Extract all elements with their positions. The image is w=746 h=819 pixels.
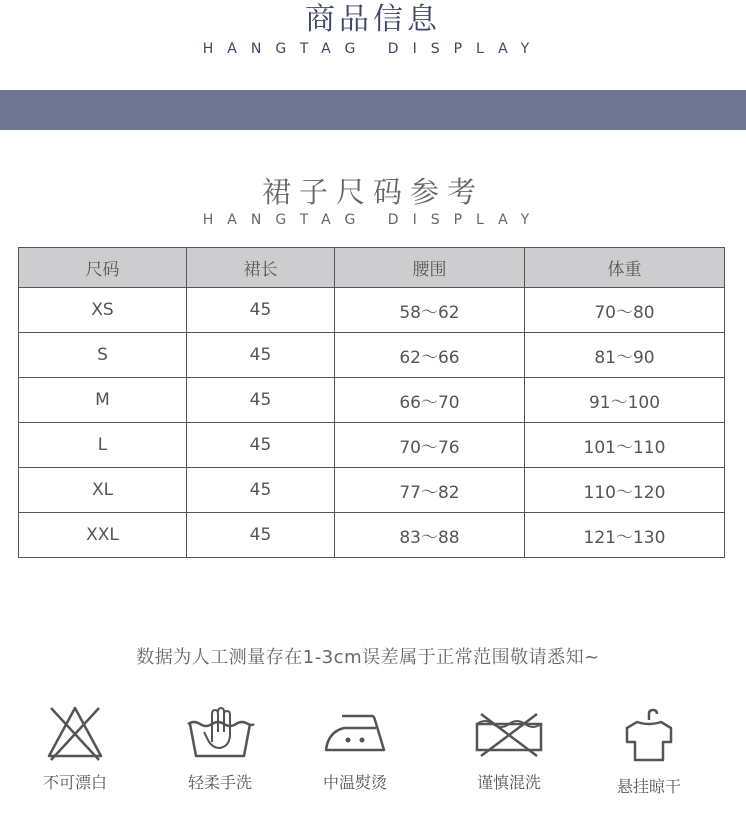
cell-size: M	[19, 378, 187, 423]
header-size: 尺码	[19, 248, 187, 288]
header-band	[0, 90, 746, 130]
care-label: 悬挂晾干	[616, 777, 681, 796]
cell-size: L	[19, 423, 187, 468]
cell-waist: 58～62	[335, 288, 525, 333]
table-row	[19, 378, 725, 423]
cell-waist: 66～70	[335, 378, 525, 423]
cell-length: 45	[187, 423, 335, 468]
cell-weight: 101～110	[525, 423, 725, 468]
section-title: 裙子尺码参考	[261, 175, 484, 209]
table-row	[19, 288, 725, 333]
care-label: 轻柔手洗	[187, 773, 252, 792]
care-item-hang-dry	[594, 702, 704, 797]
cell-waist: 70～76	[335, 423, 525, 468]
no-tumble-wash-icon	[471, 702, 547, 762]
cell-waist: 83～88	[335, 513, 525, 558]
header-weight: 体重	[525, 248, 725, 288]
cell-length: 45	[187, 513, 335, 558]
care-item-no-bleach	[20, 702, 130, 793]
cell-size: S	[19, 333, 187, 378]
care-label: 不可漂白	[42, 773, 107, 792]
cell-length: 45	[187, 378, 335, 423]
cell-weight: 70～80	[525, 288, 725, 333]
page-title: 商品信息	[305, 2, 441, 37]
cell-weight: 91～100	[525, 378, 725, 423]
cell-length: 45	[187, 468, 335, 513]
page-subtitle: HANGTAG DISPLAY	[202, 41, 544, 57]
cell-size: XXL	[19, 513, 187, 558]
cell-length: 45	[187, 288, 335, 333]
table-row	[19, 423, 725, 468]
cell-weight: 81～90	[525, 333, 725, 378]
hang-dry-icon	[617, 702, 681, 766]
cell-size: XS	[19, 288, 187, 333]
iron-medium-icon	[320, 702, 390, 762]
care-item-no-tumble-wash	[454, 702, 564, 793]
cell-waist: 62～66	[335, 333, 525, 378]
hand-wash-icon	[184, 702, 256, 762]
table-row	[19, 513, 725, 558]
care-label: 谨慎混洗	[476, 773, 541, 792]
cell-size: XL	[19, 468, 187, 513]
header-waist: 腰围	[335, 248, 525, 288]
measurement-note: 数据为人工测量存在1-3cm误差属于正常范围敬请悉知~	[136, 647, 600, 668]
cell-weight: 121～130	[525, 513, 725, 558]
care-item-iron-medium	[300, 702, 410, 793]
size-table	[18, 247, 725, 558]
section-subtitle: HANGTAG DISPLAY	[202, 212, 544, 228]
care-label: 中温熨烫	[322, 773, 387, 792]
cell-waist: 77～82	[335, 468, 525, 513]
header-length: 裙长	[187, 248, 335, 288]
table-row	[19, 468, 725, 513]
care-item-hand-wash	[165, 702, 275, 793]
table-row	[19, 333, 725, 378]
cell-length: 45	[187, 333, 335, 378]
table-header-row	[19, 248, 725, 288]
cell-weight: 110～120	[525, 468, 725, 513]
no-bleach-icon	[45, 702, 105, 762]
